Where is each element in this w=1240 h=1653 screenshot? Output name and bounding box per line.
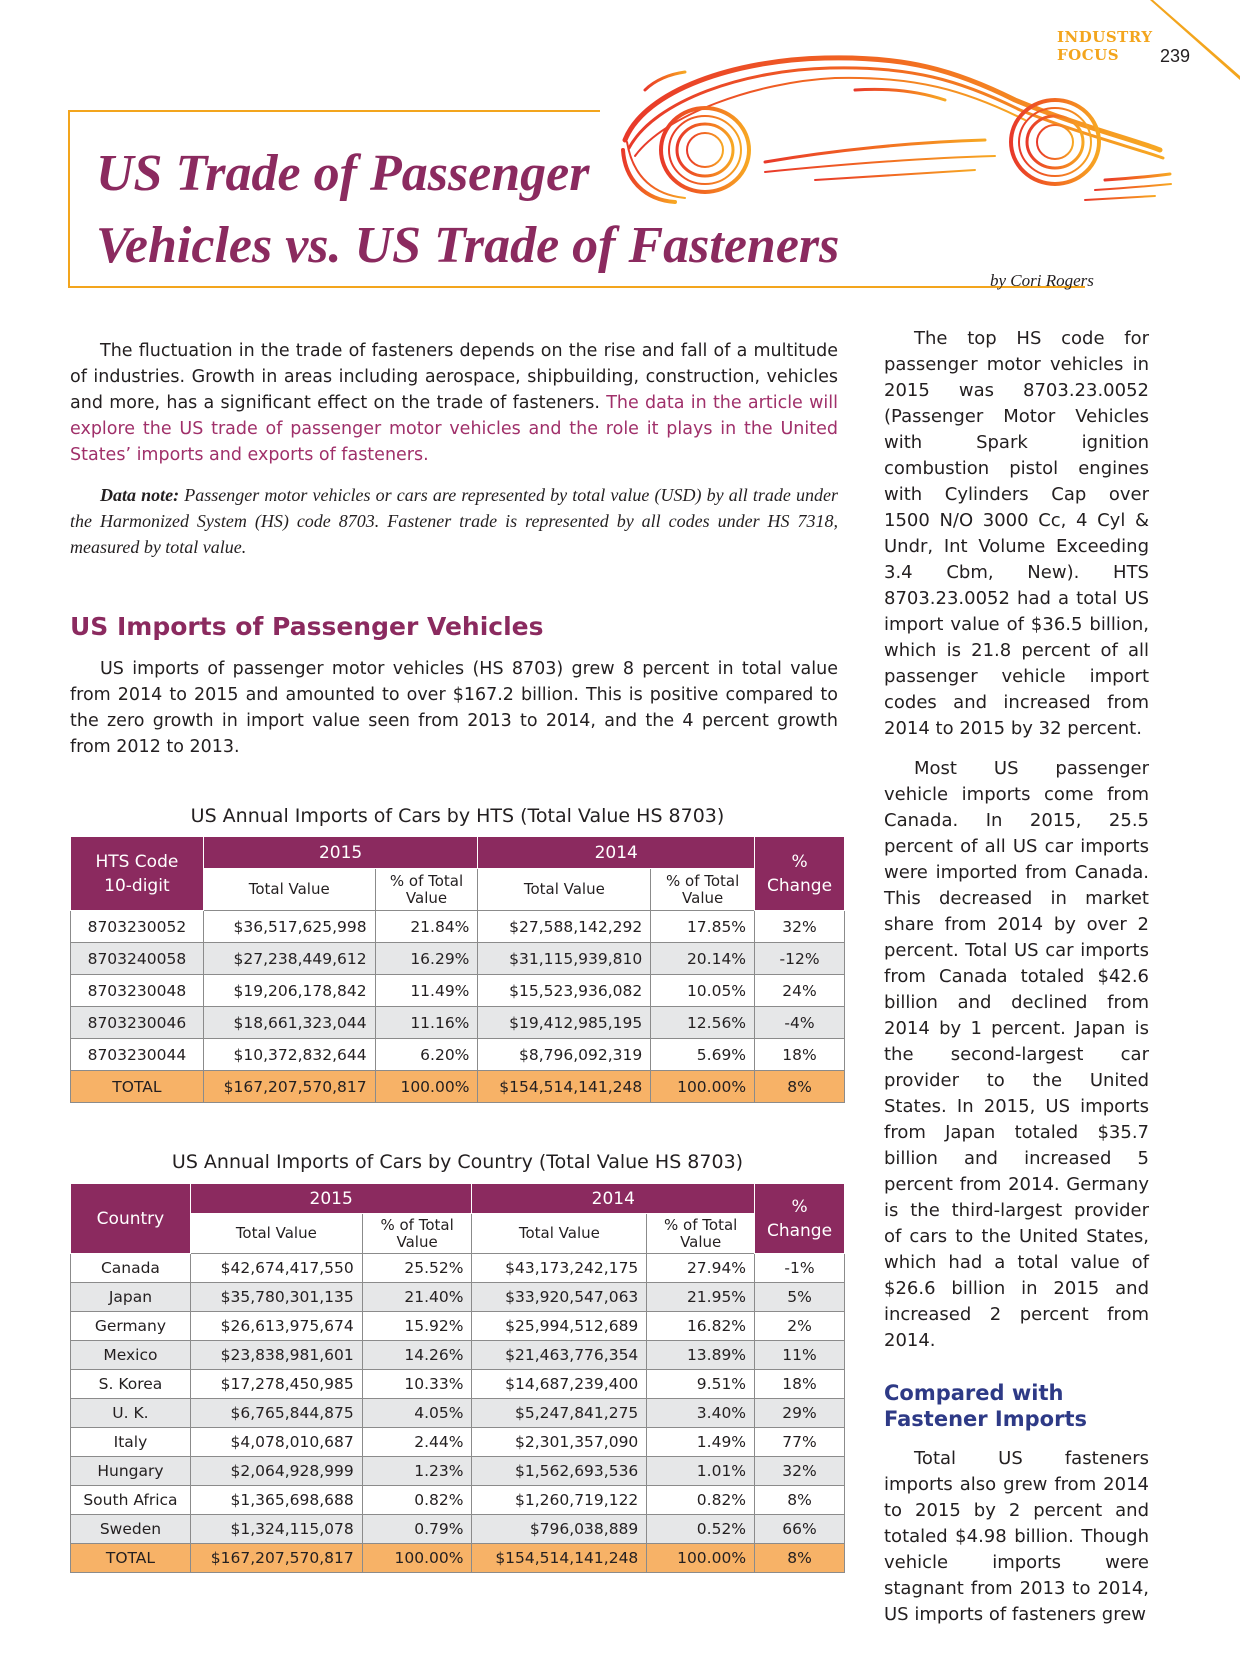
cell-key: Hungary [71, 1457, 191, 1486]
cell-change: 32% [755, 911, 845, 943]
right-column [884, 326, 1149, 1628]
cell-value-b: $15,523,936,082 [478, 975, 651, 1007]
cell-share-b: 17.85% [651, 911, 755, 943]
country-col-change: % Change [755, 1184, 845, 1254]
cell-share-a: 14.26% [362, 1341, 472, 1370]
cell-value-a: $27,238,449,612 [203, 943, 375, 975]
country-col-year-b: 2014 [472, 1184, 755, 1214]
cell-share-a: 0.82% [362, 1486, 472, 1515]
cell-share-a: 25.52% [362, 1254, 472, 1283]
cell-value-a: $36,517,625,998 [203, 911, 375, 943]
cell-share-a: 15.92% [362, 1312, 472, 1341]
table-row [71, 975, 845, 1007]
intro-column [70, 338, 838, 560]
table-row [71, 1341, 845, 1370]
cell-value-b: $14,687,239,400 [472, 1370, 647, 1399]
cell-value-a: $19,206,178,842 [203, 975, 375, 1007]
cell-value-b: $796,038,889 [472, 1515, 647, 1544]
data-note-text: Passenger motor vehicles or cars are represented by total value (USD) by all trade under the Harmonized System (HS) code 8703. Fastener trade is represented by all codes under HS 7318, measured by total value. [70, 485, 838, 557]
data-note-label: Data note: [100, 485, 180, 505]
table-row [71, 1007, 845, 1039]
cell-value-b: $1,260,719,122 [472, 1486, 647, 1515]
hts-col-year-b: 2014 [478, 837, 755, 869]
cell-share-b: 1.49% [647, 1428, 755, 1457]
section-heading-imports: US Imports of Passenger Vehicles [70, 612, 544, 641]
cell-key: Mexico [71, 1341, 191, 1370]
table-row [71, 1039, 845, 1071]
right-paragraph-3: Total US fasteners imports also grew from 2014 to 2015 by 2 percent and totaled $4.98 billion. Though vehicle imports were stagnant from 2013 to 2014, US imports of fasteners grew [884, 1448, 1149, 1625]
country-sub-share-a: % of Total Value [362, 1214, 472, 1254]
cell-value-a: $1,324,115,078 [190, 1515, 362, 1544]
cell-share-a: 16.29% [375, 943, 478, 975]
section-tag-line1: INDUSTRY [1057, 28, 1153, 46]
table-row [71, 1515, 845, 1544]
cell-share-b: 16.82% [647, 1312, 755, 1341]
country-table-caption: US Annual Imports of Cars by Country (Total Value HS 8703) [171, 1151, 744, 1173]
cell-share-a: 21.40% [362, 1283, 472, 1312]
cell-share-a: 4.05% [362, 1399, 472, 1428]
cell-value-b: $1,562,693,536 [472, 1457, 647, 1486]
cell-key: Sweden [71, 1515, 191, 1544]
cell-change: 2% [755, 1312, 845, 1341]
cell-share-a: 0.79% [362, 1515, 472, 1544]
table-row [71, 1283, 845, 1312]
cell-key: S. Korea [71, 1370, 191, 1399]
article-title [96, 138, 936, 282]
cell-change: 18% [755, 1039, 845, 1071]
total-cell-value-a: $167,207,570,817 [190, 1544, 362, 1573]
cell-value-a: $2,064,928,999 [190, 1457, 362, 1486]
right-paragraph-1: The top HS code for passenger motor vehicles in 2015 was 8703.23.0052 (Passenger Motor Vehicles with Spark ignition combustion pistol engines with Cylinders Cap over 1500 N/O 3000 Cc, 4 Cyl & Undr, Int Volume Exceeding 3.4 Cbm, New). HTS 8703.23.0052 had a total US import value of $36.5 billion, which is 21.8 percent of all passenger vehicle import codes and increased from 2014 to 2015 by 32 percent. [884, 328, 1149, 739]
hts-sub-share-b: % of Total Value [651, 869, 755, 911]
country-col-year-a: 2015 [190, 1184, 472, 1214]
total-cell-share-b: 100.00% [647, 1544, 755, 1573]
table-row [71, 1428, 845, 1457]
cell-share-b: 20.14% [651, 943, 755, 975]
cell-share-b: 13.89% [647, 1341, 755, 1370]
country-col-key: Country [71, 1184, 191, 1254]
intro-highlight: The data in the article will explore the US trade of passenger motor vehicles and the role it plays in the United States’ imports and exports of fasteners. [70, 393, 838, 465]
hts-table-caption: US Annual Imports of Cars by HTS (Total Value HS 8703) [190, 805, 725, 827]
article-title-line1: US Trade of Passenger [96, 145, 590, 202]
total-cell-change: 8% [755, 1071, 845, 1103]
cell-share-a: 1.23% [362, 1457, 472, 1486]
cell-value-a: $18,661,323,044 [203, 1007, 375, 1039]
cell-value-a: $4,078,010,687 [190, 1428, 362, 1457]
cell-share-b: 21.95% [647, 1283, 755, 1312]
cell-key: 8703230052 [71, 911, 204, 943]
cell-value-b: $8,796,092,319 [478, 1039, 651, 1071]
data-note [70, 482, 838, 560]
title-frame-top-rule [70, 110, 600, 112]
hts-sub-value-a: Total Value [203, 869, 375, 911]
cell-value-b: $33,920,547,063 [472, 1283, 647, 1312]
cell-key: U. K. [71, 1399, 191, 1428]
cell-share-b: 0.82% [647, 1486, 755, 1515]
cell-share-b: 10.05% [651, 975, 755, 1007]
cell-change: 11% [755, 1341, 845, 1370]
intro-text: The fluctuation in the trade of fasteners depends on the rise and fall of a multitude of industries. Growth in areas including aerospace, shipbuilding, construction, vehicles and more, has a significant effect on the trade of fasteners. [70, 341, 838, 413]
cell-key: Japan [71, 1283, 191, 1312]
cell-change: 77% [755, 1428, 845, 1457]
cell-share-b: 27.94% [647, 1254, 755, 1283]
cell-change: 32% [755, 1457, 845, 1486]
cell-share-b: 9.51% [647, 1370, 755, 1399]
hts-col-change: % Change [755, 837, 845, 911]
cell-key: 8703230046 [71, 1007, 204, 1039]
table-row [71, 1486, 845, 1515]
cell-value-a: $26,613,975,674 [190, 1312, 362, 1341]
intro-paragraph [70, 338, 838, 468]
hts-table-body [71, 911, 845, 1103]
cell-change: 5% [755, 1283, 845, 1312]
table-row [71, 1370, 845, 1399]
table-row [71, 1399, 845, 1428]
cell-key: 8703230044 [71, 1039, 204, 1071]
hts-col-key: HTS Code 10-digit [71, 837, 204, 911]
imports-paragraph: US imports of passenger motor vehicles (HS 8703) grew 8 percent in total value from 2014 to 2015 and amounted to over $167.2 billion. This is positive compared to the zero growth in import value seen from 2013 to 2014, and the 4 percent growth from 2012 to 2013. [70, 659, 838, 757]
cell-key: Canada [71, 1254, 191, 1283]
table-row [71, 1457, 845, 1486]
cell-share-b: 5.69% [651, 1039, 755, 1071]
table-row [71, 1312, 845, 1341]
byline: by Cori Rogers [990, 271, 1094, 290]
total-cell-value-a: $167,207,570,817 [203, 1071, 375, 1103]
total-cell-value-b: $154,514,141,248 [472, 1544, 647, 1573]
table-row [71, 943, 845, 975]
cell-value-b: $2,301,357,090 [472, 1428, 647, 1457]
country-sub-share-b: % of Total Value [647, 1214, 755, 1254]
cell-share-b: 12.56% [651, 1007, 755, 1039]
cell-change: -1% [755, 1254, 845, 1283]
cell-value-a: $1,365,698,688 [190, 1486, 362, 1515]
total-cell-value-b: $154,514,141,248 [478, 1071, 651, 1103]
article-title-line2: Vehicles vs. US Trade of Fasteners [96, 217, 840, 274]
table-total-row [71, 1544, 845, 1573]
cell-share-a: 6.20% [375, 1039, 478, 1071]
cell-value-b: $21,463,776,354 [472, 1341, 647, 1370]
cell-change: 66% [755, 1515, 845, 1544]
cell-value-b: $5,247,841,275 [472, 1399, 647, 1428]
cell-share-b: 3.40% [647, 1399, 755, 1428]
cell-change: 18% [755, 1370, 845, 1399]
cell-value-b: $27,588,142,292 [478, 911, 651, 943]
total-cell-share-a: 100.00% [362, 1544, 472, 1573]
cell-key: 8703240058 [71, 943, 204, 975]
page-number: 239 [1160, 46, 1191, 66]
country-sub-value-a: Total Value [190, 1214, 362, 1254]
hts-imports-table [70, 836, 845, 1103]
cell-value-a: $35,780,301,135 [190, 1283, 362, 1312]
cell-change: 8% [755, 1486, 845, 1515]
country-sub-value-b: Total Value [472, 1214, 647, 1254]
right-paragraph-2: Most US passenger vehicle imports come from Canada. In 2015, 25.5 percent of all US car imports were imported from Canada. This decreased in market share from 2014 by over 2 percent. Total US car imports from Canada totaled $42.6 billion and declined from 2014 by 1 percent. Japan is the second-largest car provider to the United States. In 2015, US imports from Japan totaled $35.7 billion and increased 5 percent from 2014. Germany is the third-largest provider of cars to the United States, which had a total value of $26.6 billion in 2015 and increased 2 percent from 2014. [884, 758, 1149, 1351]
cell-value-a: $42,674,417,550 [190, 1254, 362, 1283]
cell-change: -12% [755, 943, 845, 975]
hts-col-year-a: 2015 [203, 837, 478, 869]
total-cell-key: TOTAL [71, 1071, 204, 1103]
cell-value-b: $43,173,242,175 [472, 1254, 647, 1283]
cell-share-a: 11.49% [375, 975, 478, 1007]
title-frame-bottom-rule [70, 286, 1085, 288]
hts-sub-value-b: Total Value [478, 869, 651, 911]
cell-change: 24% [755, 975, 845, 1007]
cell-key: Italy [71, 1428, 191, 1457]
section-heading-fasteners: Compared with Fastener Imports [884, 1381, 1087, 1431]
cell-value-a: $17,278,450,985 [190, 1370, 362, 1399]
hts-sub-share-a: % of Total Value [375, 869, 478, 911]
cell-value-a: $10,372,832,644 [203, 1039, 375, 1071]
table-row [71, 1254, 845, 1283]
cell-value-a: $23,838,981,601 [190, 1341, 362, 1370]
country-imports-table [70, 1183, 845, 1573]
cell-key: Germany [71, 1312, 191, 1341]
cell-share-a: 10.33% [362, 1370, 472, 1399]
table-row [71, 911, 845, 943]
cell-key: 8703230048 [71, 975, 204, 1007]
total-cell-key: TOTAL [71, 1544, 191, 1573]
table-total-row [71, 1071, 845, 1103]
cell-value-b: $19,412,985,195 [478, 1007, 651, 1039]
cell-change: 29% [755, 1399, 845, 1428]
imports-column [70, 656, 838, 760]
cell-change: -4% [755, 1007, 845, 1039]
cell-share-b: 0.52% [647, 1515, 755, 1544]
cell-value-a: $6,765,844,875 [190, 1399, 362, 1428]
cell-share-a: 11.16% [375, 1007, 478, 1039]
cell-share-b: 1.01% [647, 1457, 755, 1486]
total-cell-change: 8% [755, 1544, 845, 1573]
country-table-body [71, 1254, 845, 1573]
cell-key: South Africa [71, 1486, 191, 1515]
cell-share-a: 21.84% [375, 911, 478, 943]
section-tag-line2: FOCUS [1057, 46, 1120, 64]
cell-share-a: 2.44% [362, 1428, 472, 1457]
total-cell-share-a: 100.00% [375, 1071, 478, 1103]
total-cell-share-b: 100.00% [651, 1071, 755, 1103]
cell-value-b: $25,994,512,689 [472, 1312, 647, 1341]
cell-value-b: $31,115,939,810 [478, 943, 651, 975]
